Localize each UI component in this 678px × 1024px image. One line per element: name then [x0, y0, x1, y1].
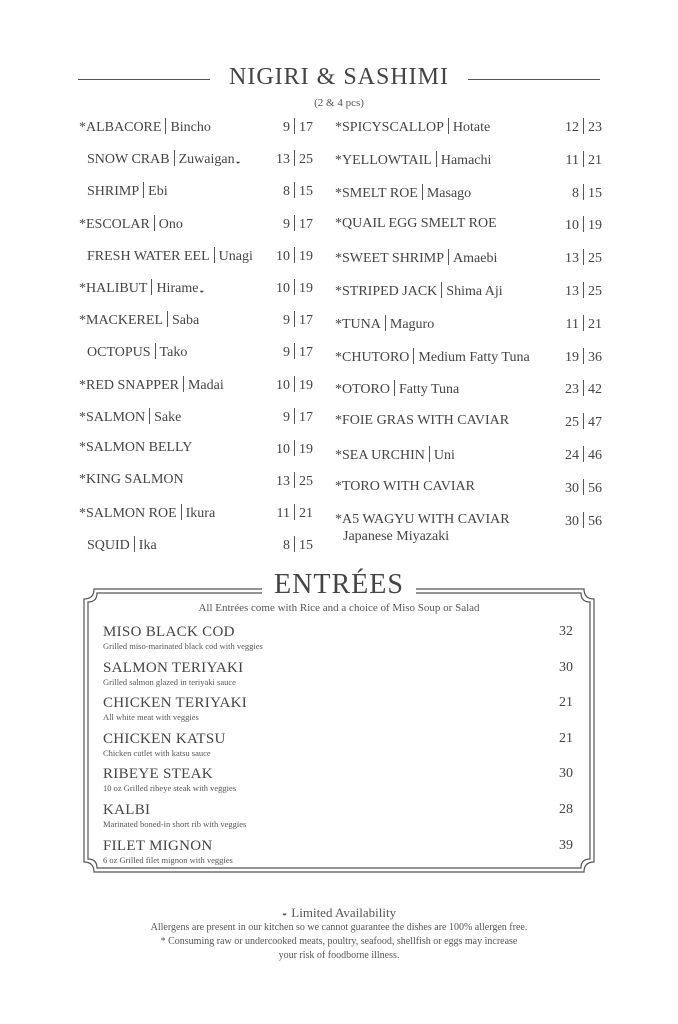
menu-item — [79, 502, 313, 534]
price-2pc: 9 — [283, 216, 290, 232]
item-price — [565, 446, 602, 464]
menu-item — [79, 213, 313, 245]
menu-footer — [0, 905, 678, 963]
menu-item — [335, 378, 602, 411]
divider-bar — [294, 472, 295, 488]
item-name-line — [87, 150, 240, 168]
item-name: *MACKEREL — [79, 313, 163, 329]
menu-item — [335, 510, 602, 543]
item-price — [565, 348, 602, 366]
divider-bar — [583, 446, 584, 462]
menu-item — [335, 411, 602, 444]
price-2pc: 10 — [276, 280, 290, 296]
item-alt-name: Maguro — [389, 316, 435, 332]
price-4pc: 17 — [299, 120, 313, 135]
menu-item — [79, 470, 313, 502]
item-price — [565, 479, 602, 497]
entree-price: 39 — [559, 837, 573, 853]
nigiri-subtitle: (2 & 4 pcs) — [314, 97, 364, 109]
menu-item — [79, 116, 313, 148]
price-4pc: 23 — [588, 120, 602, 135]
price-4pc: 21 — [588, 152, 602, 168]
item-price — [565, 118, 602, 136]
menu-item — [79, 534, 313, 566]
divider-bar — [583, 315, 584, 331]
entree-name: FILET MIGNON — [103, 837, 213, 854]
divider-bar — [181, 504, 182, 520]
menu-item — [79, 374, 313, 406]
divider-bar — [294, 408, 295, 424]
divider-bar — [149, 408, 150, 424]
price-4pc: 19 — [588, 218, 602, 234]
entree-item — [103, 731, 573, 767]
item-alt-name: Zuwaigan — [178, 152, 235, 168]
item-name: *ESCOLAR — [79, 216, 150, 232]
entree-description: Marinated boned-in short rib with veggies — [103, 818, 247, 829]
item-name-line — [79, 279, 204, 297]
item-price — [283, 215, 313, 233]
divider-bar — [183, 376, 184, 392]
price-4pc: 46 — [588, 447, 602, 463]
item-name: FRESH WATER EEL — [87, 248, 210, 264]
item-name-line — [335, 479, 475, 495]
entrees-box — [82, 569, 596, 883]
item-alt-name: Saba — [172, 313, 200, 329]
price-4pc: 21 — [299, 506, 313, 522]
item-name: *SPICYSCALLOP — [335, 120, 444, 135]
item-alt-name: Ono — [158, 216, 183, 232]
item-price — [565, 512, 602, 530]
item-name: *HALIBUT — [79, 280, 148, 296]
price-4pc: 21 — [588, 316, 602, 332]
divider-bar — [294, 343, 295, 359]
item-name: *ALBACORE — [79, 120, 162, 135]
menu-item — [335, 346, 602, 379]
menu-item — [79, 245, 313, 277]
divider-bar — [583, 380, 584, 396]
price-2pc: 11 — [565, 316, 579, 332]
item-name-line — [335, 348, 530, 366]
item-name: *SALMON BELLY — [79, 439, 193, 455]
item-name-line — [335, 380, 459, 398]
price-4pc: 15 — [588, 185, 602, 201]
item-name-line — [79, 504, 215, 522]
entree-price: 32 — [559, 624, 573, 639]
price-2pc: 19 — [565, 349, 579, 365]
item-price — [283, 118, 313, 136]
item-name-line — [79, 376, 224, 394]
divider-bar — [422, 184, 423, 200]
item-name-line — [335, 282, 503, 300]
price-4pc: 19 — [299, 280, 313, 296]
entrees-list — [103, 624, 573, 873]
menu-item — [79, 180, 313, 212]
divider-bar — [394, 380, 395, 396]
entree-description: 6 oz Grilled filet mignon with veggies — [103, 854, 233, 865]
item-name-line — [335, 446, 455, 464]
divider-bar — [583, 216, 584, 232]
divider-bar — [214, 247, 215, 263]
menu-item — [335, 444, 602, 477]
item-name-line — [87, 247, 253, 265]
divider-bar — [165, 118, 166, 134]
item-name-line — [79, 118, 211, 136]
entree-item — [103, 838, 573, 874]
item-name: *SEA URCHIN — [335, 447, 425, 463]
price-2pc: 10 — [276, 377, 290, 393]
item-price — [283, 343, 313, 361]
item-alt-name: Ikura — [185, 506, 216, 522]
menu-item — [335, 149, 602, 182]
item-name: *RED SNAPPER — [79, 377, 179, 393]
entree-price: 30 — [559, 766, 573, 782]
price-4pc: 36 — [588, 349, 602, 365]
item-subtitle: Japanese Miyazaki — [343, 528, 450, 544]
item-alt-name: Hotate — [452, 120, 491, 135]
item-price — [565, 249, 602, 267]
price-2pc: 25 — [565, 415, 579, 431]
price-4pc: 42 — [588, 382, 602, 398]
item-price — [276, 150, 313, 168]
price-4pc: 15 — [299, 538, 313, 554]
price-2pc: 11 — [565, 152, 579, 168]
item-name: *SALMON ROE — [79, 506, 177, 522]
item-name: *YELLOWTAIL — [335, 152, 432, 168]
entree-price: 30 — [559, 659, 573, 675]
divider-bar — [294, 118, 295, 134]
item-alt-name: Masago — [426, 185, 472, 201]
item-price — [276, 440, 313, 458]
item-name-line — [87, 343, 187, 361]
item-price — [565, 380, 602, 398]
entree-price: 21 — [559, 730, 573, 746]
raw-warning-2: your risk of foodborne illness. — [278, 950, 400, 961]
divider-bar — [294, 536, 295, 552]
item-name: *SWEET SHRIMP — [335, 251, 445, 267]
price-2pc: 8 — [283, 184, 290, 200]
menu-item — [79, 438, 313, 470]
item-alt-name: Hamachi — [440, 152, 492, 168]
item-alt-name: Ebi — [148, 184, 168, 200]
limited-legend — [0, 905, 678, 921]
divider-bar — [436, 151, 437, 167]
item-alt-name: Shima Aji — [446, 283, 503, 299]
item-name-line — [335, 118, 490, 136]
entrees-note: All Entrées come with Rice and a choice of Miso Soup or Salad — [198, 602, 480, 614]
menu-item — [79, 309, 313, 341]
divider-bar — [294, 440, 295, 456]
price-4pc: 19 — [299, 377, 313, 393]
price-4pc: 19 — [299, 441, 313, 457]
item-name-line — [79, 440, 192, 456]
entree-description: Grilled salmon glazed in teriyaki sauce — [103, 676, 236, 687]
entrees-title: ENTRÉES — [274, 569, 404, 600]
item-name-line — [335, 151, 491, 169]
price-4pc: 19 — [299, 248, 313, 264]
item-price — [572, 184, 602, 202]
divider-bar — [583, 118, 584, 134]
price-2pc: 10 — [276, 248, 290, 264]
price-4pc: 17 — [299, 345, 313, 361]
item-name-line — [335, 315, 434, 333]
price-2pc: 8 — [572, 185, 579, 201]
item-price — [565, 216, 602, 234]
item-name: *FOIE GRAS WITH CAVIAR — [335, 413, 510, 429]
menu-item — [79, 148, 313, 180]
price-2pc: 10 — [565, 218, 579, 234]
item-name-line — [335, 413, 509, 429]
divider-bar — [294, 150, 295, 166]
price-4pc: 17 — [299, 409, 313, 425]
item-alt-name: Unagi — [218, 248, 253, 264]
divider-bar — [167, 311, 168, 327]
price-2pc: 30 — [565, 480, 579, 496]
item-price — [283, 408, 313, 426]
price-2pc: 10 — [276, 441, 290, 457]
entree-description: Chicken cutlet with katsu sauce — [103, 747, 211, 758]
divider-bar — [583, 282, 584, 298]
entree-name: CHICKEN KATSU — [103, 730, 226, 747]
item-name-line — [335, 216, 497, 232]
divider-bar — [154, 215, 155, 231]
divider-bar — [583, 479, 584, 495]
divider-bar — [174, 150, 175, 166]
item-name: OCTOPUS — [87, 345, 151, 361]
divider-bar — [441, 282, 442, 298]
divider-bar — [385, 315, 386, 331]
nigiri-left-column — [79, 116, 313, 567]
price-4pc: 47 — [588, 415, 602, 431]
price-4pc: 25 — [299, 152, 313, 168]
item-name: *STRIPED JACK — [335, 283, 438, 299]
menu-item — [335, 214, 602, 247]
entree-price: 28 — [559, 801, 573, 817]
entree-item — [103, 660, 573, 696]
divider-bar — [413, 348, 414, 364]
menu-item — [335, 182, 602, 215]
divider-bar — [134, 536, 135, 552]
divider-bar — [294, 311, 295, 327]
menu-item — [79, 277, 313, 309]
item-price — [566, 151, 602, 169]
divider-bar — [583, 348, 584, 364]
price-2pc: 13 — [276, 474, 290, 490]
menu-item — [335, 313, 602, 346]
item-alt-name: Tako — [159, 345, 188, 361]
item-name: *TORO WITH CAVIAR — [335, 478, 476, 494]
nigiri-header — [78, 64, 600, 96]
item-price — [566, 315, 602, 333]
entree-name: KALBI — [103, 801, 151, 818]
entree-item — [103, 624, 573, 660]
price-2pc: 9 — [283, 345, 290, 361]
item-name-line — [79, 472, 184, 488]
item-name-line — [79, 311, 199, 329]
item-name: *QUAIL EGG SMELT ROE — [335, 216, 497, 232]
entree-price: 21 — [559, 695, 573, 711]
entree-name: RIBEYE STEAK — [103, 766, 213, 783]
item-alt-name: Uni — [433, 447, 455, 463]
item-alt-name: Hirame — [156, 280, 199, 296]
item-alt-name: Fatty Tuna — [398, 382, 460, 398]
divider-bar — [294, 376, 295, 392]
price-2pc: 9 — [283, 313, 290, 329]
allergen-note: Allergens are present in our kitchen so we cannot guarantee the dishes are 100% allergen free. — [150, 922, 528, 933]
price-4pc: 56 — [588, 513, 602, 529]
entree-description: All white meat with veggies — [103, 712, 199, 723]
price-2pc: 9 — [283, 120, 290, 135]
item-price — [283, 182, 313, 200]
divider-bar — [294, 182, 295, 198]
limited-availability-icon: ◒ — [235, 157, 241, 167]
limited-availability-icon: ◒ — [281, 908, 288, 918]
menu-item — [335, 477, 602, 510]
nigiri-right-column — [335, 116, 602, 542]
divider-bar — [429, 446, 430, 462]
item-name: SHRIMP — [87, 184, 140, 200]
item-name: SQUID — [87, 538, 130, 554]
menu-item — [79, 341, 313, 373]
divider-bar — [155, 343, 156, 359]
item-price — [276, 376, 313, 394]
item-name-line — [335, 512, 510, 528]
divider-bar — [448, 249, 449, 265]
divider-bar — [448, 118, 449, 134]
item-price — [276, 472, 313, 490]
divider-bar — [143, 182, 144, 198]
price-4pc: 56 — [588, 480, 602, 496]
entree-description: Grilled miso-marinated black cod with veggies — [103, 641, 263, 651]
item-name: *CHUTORO — [335, 349, 410, 365]
item-alt-name: Sake — [154, 409, 182, 425]
item-name-line — [335, 249, 497, 267]
divider-bar — [583, 413, 584, 429]
price-4pc: 17 — [299, 313, 313, 329]
item-alt-name: Bincho — [170, 120, 211, 135]
menu-item — [335, 116, 602, 149]
item-price — [283, 536, 313, 554]
price-2pc: 24 — [565, 447, 579, 463]
item-price — [565, 413, 602, 431]
item-name-line — [87, 182, 168, 200]
price-2pc: 13 — [565, 283, 579, 299]
entree-item — [103, 802, 573, 838]
item-name-line — [335, 184, 471, 202]
entree-description: 10 oz Grilled ribeye steak with veggies — [103, 783, 237, 794]
header-rule-right — [468, 79, 600, 80]
item-name: SNOW CRAB — [87, 152, 170, 168]
item-price — [565, 282, 602, 300]
price-2pc: 13 — [565, 251, 579, 267]
item-name: *KING SALMON — [79, 472, 184, 488]
item-alt-name: Madai — [187, 377, 224, 393]
price-4pc: 25 — [588, 283, 602, 299]
item-name-line — [87, 536, 157, 554]
price-4pc: 17 — [299, 216, 313, 232]
price-4pc: 15 — [299, 184, 313, 200]
item-price — [283, 311, 313, 329]
divider-bar — [151, 279, 152, 295]
item-alt-name: Ika — [138, 538, 157, 554]
divider-bar — [583, 512, 584, 528]
item-alt-name: Amaebi — [453, 251, 498, 267]
price-2pc: 30 — [565, 513, 579, 529]
raw-warning-1: * Consuming raw or undercooked meats, poultry, seafood, shellfish or eggs may increase — [160, 936, 518, 947]
divider-bar — [294, 279, 295, 295]
item-price — [276, 279, 313, 297]
item-name: *A5 WAGYU WITH CAVIAR — [335, 511, 510, 527]
item-price — [277, 504, 313, 522]
nigiri-title: NIGIRI & SASHIMI — [229, 64, 449, 90]
entree-item — [103, 695, 573, 731]
item-name: *SALMON — [79, 409, 146, 425]
price-2pc: 9 — [283, 409, 290, 425]
divider-bar — [294, 215, 295, 231]
price-2pc: 8 — [283, 538, 290, 554]
item-alt-name: Medium Fatty Tuna — [418, 349, 530, 365]
item-name: *OTORO — [335, 382, 390, 398]
price-4pc: 25 — [299, 474, 313, 490]
price-2pc: 11 — [276, 506, 290, 522]
menu-item — [79, 406, 313, 438]
menu-item — [335, 247, 602, 280]
divider-bar — [583, 184, 584, 200]
entree-name: CHICKEN TERIYAKI — [103, 695, 248, 712]
entree-name: MISO BLACK COD — [103, 624, 235, 640]
limited-label: Limited Availability — [291, 905, 397, 920]
entree-name: SALMON TERIYAKI — [103, 659, 244, 676]
item-name: *TUNA — [335, 316, 381, 332]
divider-bar — [294, 247, 295, 263]
divider-bar — [294, 504, 295, 520]
item-name-line — [79, 408, 181, 426]
item-price — [276, 247, 313, 265]
divider-bar — [583, 151, 584, 167]
item-name: *SMELT ROE — [335, 185, 418, 201]
price-2pc: 13 — [276, 152, 290, 168]
divider-bar — [583, 249, 584, 265]
limited-availability-icon: ◒ — [199, 285, 205, 295]
entree-item — [103, 766, 573, 802]
price-4pc: 25 — [588, 251, 602, 267]
menu-item — [335, 280, 602, 313]
price-2pc: 12 — [565, 120, 579, 135]
item-name-line — [79, 215, 183, 233]
price-2pc: 23 — [565, 382, 579, 398]
